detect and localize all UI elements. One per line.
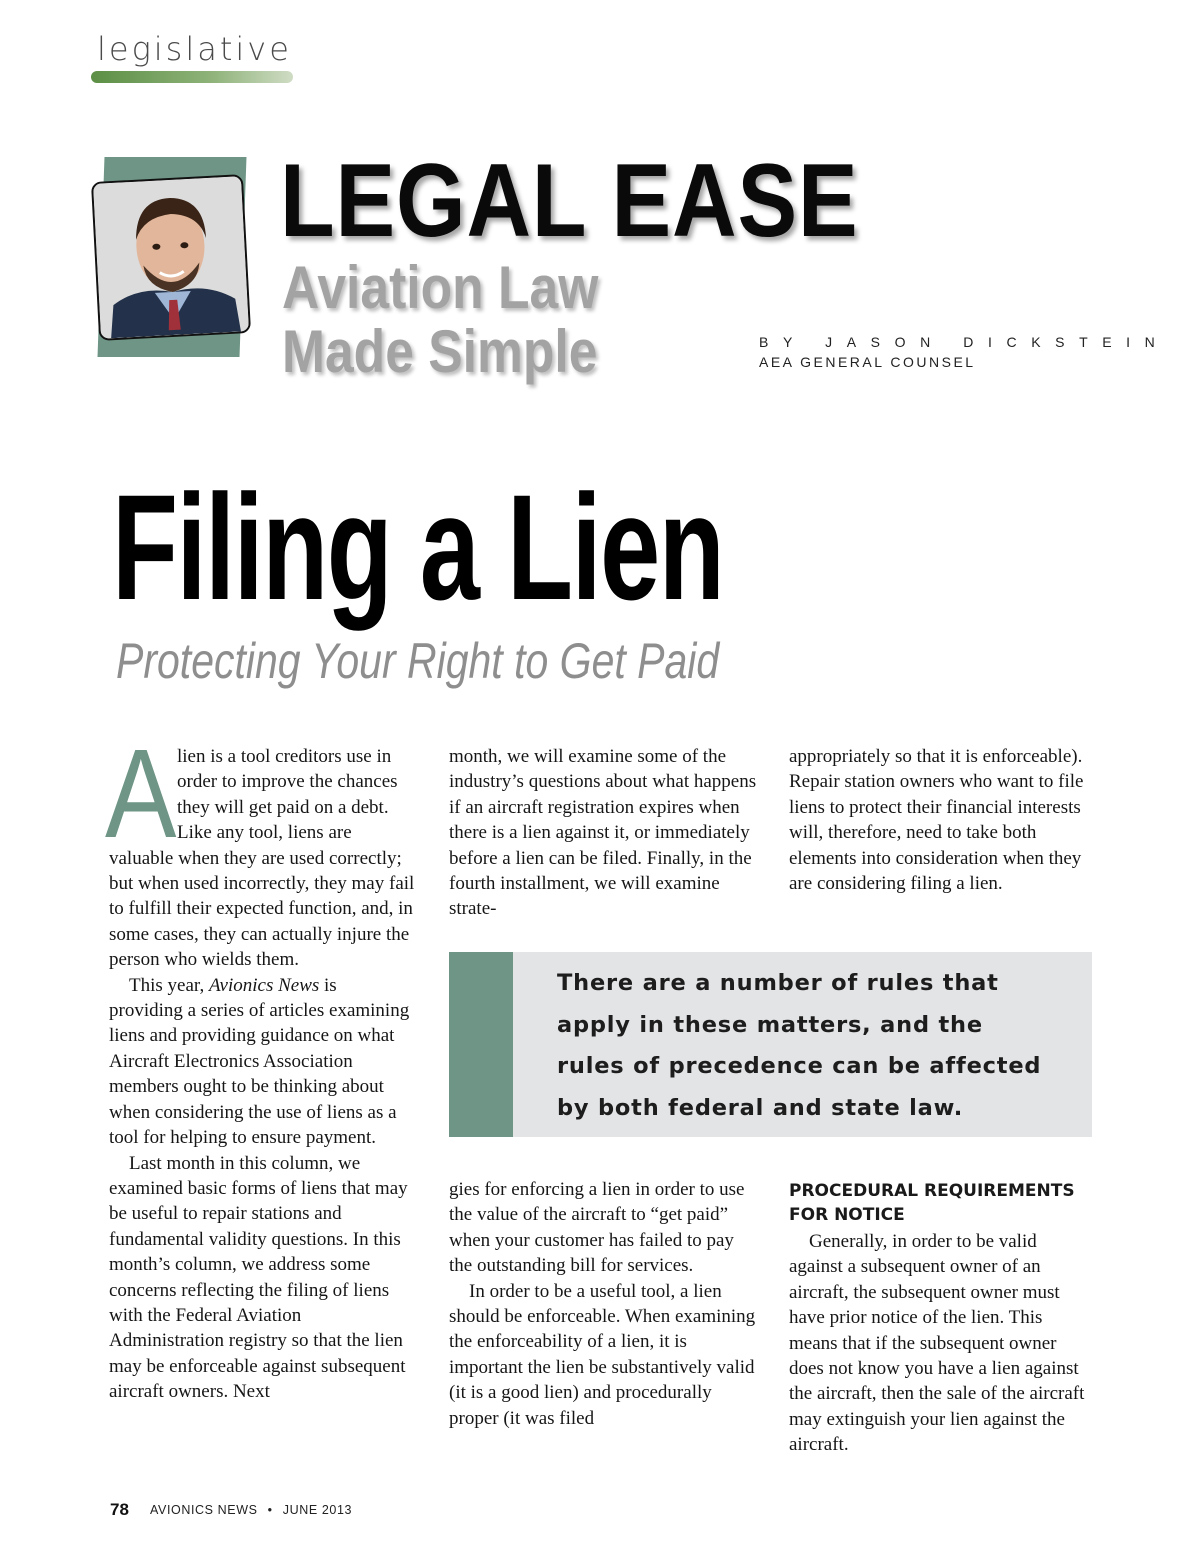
section-heading: PROCEDURAL REQUIREMENTS FOR NOTICE (789, 1181, 1075, 1225)
paragraph-1-text: lien is a tool creditors use in order to improve the chances they will get paid on a debt. Like any tool, liens are valuable when they are used correctly; but when used incorrectly, they may fail to fulfill their expected function, and, in some cases, they can actually injure the person who wields them. (109, 746, 415, 971)
byline: BY JASON DICKSTEIN (759, 334, 1170, 350)
body-column-2-bottom (449, 1177, 759, 1431)
paragraph-2 (109, 973, 415, 1151)
footer-issue: JUNE 2013 (282, 1503, 353, 1517)
article-subheadline: Protecting Your Right to Get Paid (116, 633, 720, 689)
author-photo (91, 174, 251, 341)
author-portrait-illustration (93, 176, 249, 339)
paragraph-col3-bottom: Generally, in order to be valid against a subsequent owner of an aircraft, the subsequent owner must have prior notice of the lien. This means that if the subsequent owner does not know you have a lien against the aircraft, then the sale of the aircraft may extinguish your lien against the aircraft. (789, 1231, 1085, 1456)
body-column-2-top (449, 744, 759, 922)
paragraph-col2-top: month, we will examine some of the industry’s questions about what happens if an aircraft registration expires when there is a lien against it, or immediately before a lien can be filed. Finally, in the fourth installment, we will examine strate- (449, 746, 757, 920)
paragraph-col3-top: appropriately so that it is enforceable). Repair station owners who want to file liens to protect their financial interests will, therefore, need to take both elements into consideration when they are considering filing a lien. (789, 746, 1084, 895)
publication-name-italic: Avionics News (208, 974, 320, 996)
paragraph-1 (105, 723, 415, 973)
body-column-3-top (789, 744, 1094, 896)
paragraph-col2-bottom-2: In order to be a useful tool, a lien should be enforceable. When examining the enforceability of a lien, it is important the lien be substantively valid (it is a good lien) and procedurally proper (it was filed (449, 1280, 756, 1429)
column-subtitle-line1: Aviation Law (282, 254, 599, 321)
paragraph-col2-bottom-1: gies for enforcing a lien in order to use the value of the aircraft to “get paid” when your customer has failed to pay the outstanding bill for services. (449, 1179, 745, 1277)
paragraph-2-text-b: is providing a series of articles examining liens and providing guidance on what Aircraft Electronics Association members ought to be thinking about when considering the use of liens as a tool for helping to ensure payment. (109, 974, 410, 1149)
paragraph-3: Last month in this column, we examined basic forms of liens that may be useful to repair stations and fundamental validity questions. In this month’s column, we address some concerns reflecting the filing of liens with the Federal Aviation Administration registry so that the lien may be enforceable against subsequent aircraft owners. Next (109, 1152, 408, 1403)
column-subtitle-line2: Made Simple (282, 318, 598, 385)
article-headline: Filing a Lien (112, 463, 724, 631)
page-number: 78 (110, 1500, 129, 1519)
pull-quote-text: There are a number of rules that apply in these matters, and the rules of precedence can be affected by both federal and state law. (557, 970, 1042, 1121)
footer-publication-line (150, 1503, 352, 1517)
column-title: LEGAL EASE (280, 143, 859, 259)
section-tag: legislative (97, 30, 292, 68)
body-column-3-bottom (789, 1177, 1094, 1458)
footer-publication: AVIONICS NEWS (150, 1503, 258, 1517)
body-column-1 (105, 723, 415, 1405)
byline-role: AEA GENERAL COUNSEL (759, 354, 976, 370)
section-tag-bar (91, 71, 293, 83)
pull-quote-accent-bar (449, 952, 513, 1137)
footer-separator: • (267, 1503, 273, 1517)
paragraph-2-text-a: This year, (129, 974, 209, 996)
drop-cap: A (105, 723, 177, 864)
